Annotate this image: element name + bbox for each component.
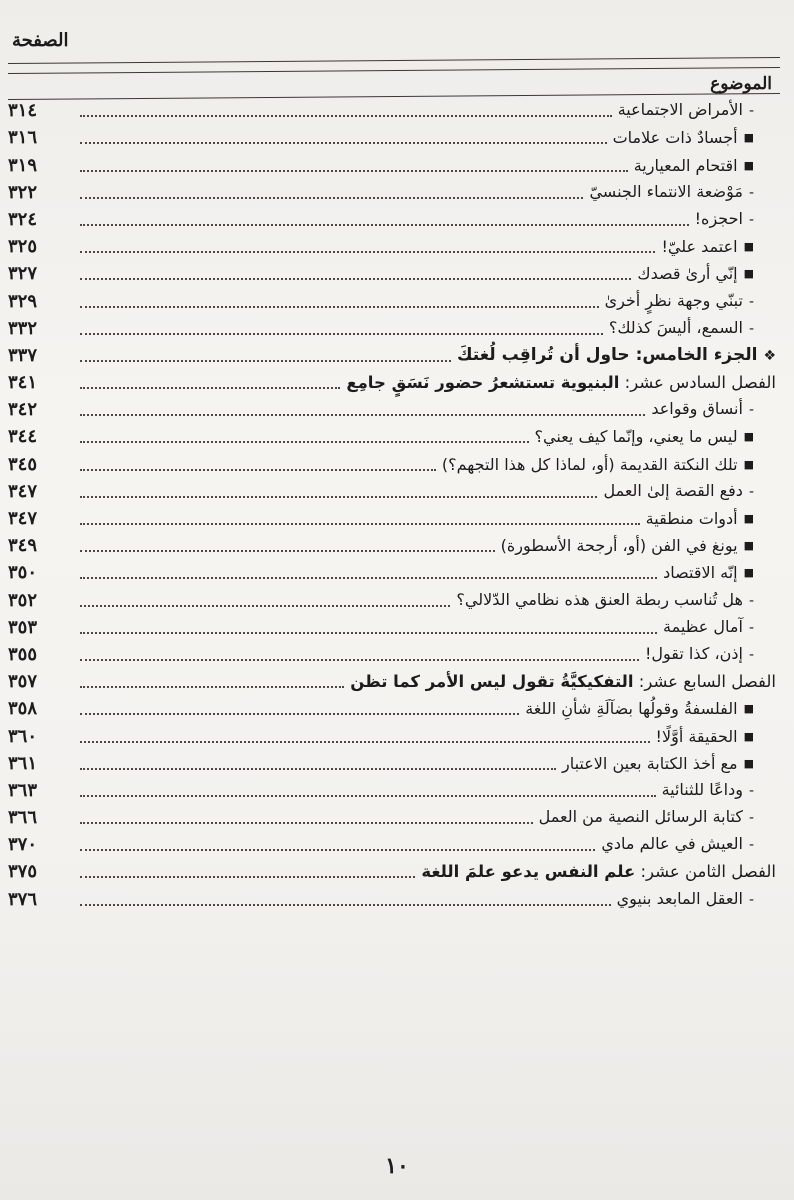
toc-page-number: ٣٧٠: [8, 834, 38, 856]
toc-page-number: ٣٢٧: [8, 263, 38, 285]
toc-page-number: ٣٢٥: [8, 236, 38, 258]
toc-entry-title: [613, 128, 754, 150]
toc-page-number: ٣٥٣: [8, 616, 38, 638]
toc-page-number: ٣٤١: [8, 372, 38, 394]
dot-leader: [80, 414, 645, 416]
dot-leader: [80, 360, 451, 362]
header-rule-second: [8, 67, 780, 74]
dot-leader: [80, 224, 689, 226]
dot-leader: [80, 170, 628, 172]
dot-leader: [80, 904, 611, 906]
dot-leader: [80, 849, 595, 851]
toc-entry-text: اعتمد عليّ!: [661, 237, 738, 257]
toc-page-number: ٣١٩: [8, 154, 38, 176]
square-bullet-icon: ■: [743, 131, 754, 145]
toc-page-number: ٣٦٦: [8, 807, 38, 829]
toc-entry-text: السمع، أليسَ كذلك؟: [608, 317, 743, 337]
toc-entry-row: [0, 504, 794, 531]
dot-leader: [80, 822, 533, 824]
toc-part-row: [0, 341, 794, 368]
toc-entry-row: [0, 449, 794, 476]
diamond-bullet-icon: ❖: [763, 347, 776, 364]
dash-marker: -: [748, 293, 754, 310]
toc-entry-title: [609, 318, 754, 341]
toc-page-number: ٣٦١: [8, 752, 38, 774]
toc-entry-row: [0, 776, 794, 803]
dot-leader: [80, 605, 450, 607]
toc-page-number: ٣٥٥: [8, 643, 38, 665]
toc-entry-text: احجزه!: [694, 208, 743, 228]
toc-entry-row: [0, 205, 794, 232]
dot-leader: [80, 523, 640, 525]
dash-marker: -: [748, 211, 754, 228]
toc-page-number: ٣٥٠: [8, 562, 38, 584]
toc-entry-row: [0, 749, 794, 776]
dot-leader: [80, 632, 657, 634]
dot-leader: [80, 387, 340, 389]
toc-page-number: ٣٤٧: [8, 508, 38, 529]
toc-page-number: ٣١٤: [8, 100, 38, 122]
toc-entry-row: [0, 286, 794, 313]
toc-entry-row: [0, 585, 794, 612]
toc-entry-title: [661, 237, 754, 259]
toc-entry-text: آمال عظيمة: [663, 616, 743, 636]
dash-marker: -: [748, 483, 754, 500]
toc-entry-row: [0, 694, 794, 721]
dot-leader: [80, 795, 656, 797]
toc-entry-title: [350, 672, 776, 694]
dot-leader: [80, 142, 607, 144]
toc-page-number: ٣٤٢: [8, 399, 38, 421]
toc-entry-text: الفلسفةُ وقولُها بضآلَةِ شأنِ اللغة: [525, 699, 738, 719]
toc-entry-text: يونغ في الفن (أو، أرجحة الأسطورة): [500, 536, 738, 556]
dash-marker: -: [748, 402, 754, 419]
toc-entry-title: [442, 455, 754, 477]
toc-entry-text: ليس ما يعني، وإنّما كيف يعني؟: [534, 427, 738, 447]
toc-page-number: ٣٦٠: [8, 725, 38, 747]
toc-entry-row: [0, 178, 794, 205]
toc-entry-title: [501, 536, 754, 558]
toc-entry-text: تلك النكتة القديمة (أو، لماذا كل هذا التجهم؟): [441, 454, 738, 474]
toc-entry-prefix: الفصل الثامن عشر:: [640, 862, 776, 882]
toc-entry-prefix: الجزء الخامس:: [635, 344, 758, 365]
square-bullet-icon: ■: [743, 512, 754, 525]
toc-entry-row: [0, 613, 794, 640]
dash-marker: -: [748, 320, 754, 337]
square-bullet-icon: ■: [743, 756, 754, 770]
dot-leader: [80, 278, 631, 280]
toc-entry-row: [0, 395, 794, 422]
toc-entry-title: [603, 481, 754, 504]
toc-entry-text: أدوات منطقية: [645, 509, 738, 528]
toc-entry-text: العقل المابعد بنيوي: [616, 888, 743, 908]
dot-leader: [80, 197, 583, 199]
dot-leader: [80, 577, 657, 579]
toc-entry-title: [346, 373, 776, 395]
toc-entry-title: [562, 754, 754, 776]
toc-page-number: ٣٧٦: [8, 888, 38, 910]
toc-entry-row: [0, 259, 794, 286]
toc-page-number: ٣٥٢: [8, 589, 38, 611]
toc-entry-text: الأمراض الاجتماعية: [617, 100, 743, 120]
toc-entry-text: العيش في عالم مادي: [601, 834, 743, 854]
toc-entry-prefix: الفصل السادس عشر:: [624, 373, 776, 393]
dot-leader: [80, 659, 639, 661]
toc-entry-row: [0, 803, 794, 830]
toc-entry-title: [456, 590, 754, 613]
toc-entry-row: [0, 531, 794, 558]
page-number: ١٠: [385, 1153, 409, 1179]
toc-page-number: ٣٤٥: [8, 453, 38, 475]
topic-column-label: الموضوع: [710, 74, 772, 94]
toc-page-number: ٣٤٧: [8, 480, 38, 502]
dash-marker: -: [748, 891, 754, 908]
toc-entry-row: [0, 721, 794, 748]
toc-entry-title: [421, 862, 776, 884]
toc-entry-row: [0, 96, 794, 123]
toc-entry-row: [0, 232, 794, 259]
toc-entry-text: دفع القصة إلىٰ العمل: [603, 480, 743, 500]
dot-leader: [80, 441, 529, 443]
toc-entry-text: الحقيقة أوَّلًا!: [655, 726, 738, 746]
toc-entry-title: [656, 727, 754, 749]
toc-entry-row: [0, 314, 794, 341]
toc-page-number: ٣٢٢: [8, 181, 38, 203]
toc-entry-title: [589, 182, 754, 205]
toc-entry-title: [525, 699, 754, 721]
toc-entry-text: حاول أن تُراقِب لُغتكَ: [456, 344, 630, 365]
toc-chapter-row: [0, 368, 794, 395]
toc-page-number: ٣٥٨: [8, 698, 38, 720]
toc-page-number: ٣٢٤: [8, 208, 38, 230]
square-bullet-icon: ■: [743, 457, 754, 471]
dash-marker: -: [748, 592, 754, 609]
toc-entry-title: [539, 807, 754, 830]
table-of-contents: [0, 96, 794, 912]
square-bullet-icon: ■: [743, 539, 754, 553]
toc-page-number: ٣١٦: [8, 127, 38, 149]
toc-entry-text: مَوْضعة الانتماء الجنسيّ: [589, 181, 743, 201]
toc-entry-title: [695, 209, 754, 232]
square-bullet-icon: ■: [743, 158, 754, 172]
toc-entry-text: تبنّي وجهة نظرٍ أخرىٰ: [604, 290, 743, 310]
toc-entry-title: [645, 644, 754, 667]
dash-marker: -: [748, 619, 754, 636]
toc-page-number: ٣٥٧: [8, 671, 38, 693]
toc-entry-text: اقتحام المعيارية: [633, 155, 738, 175]
square-bullet-icon: ■: [743, 729, 754, 743]
toc-entry-title: [617, 889, 754, 912]
dot-leader: [80, 876, 415, 878]
dash-marker: -: [748, 782, 754, 799]
toc-page-number: ٣٦٣: [8, 779, 38, 801]
dash-marker: -: [748, 837, 754, 854]
toc-chapter-row: [0, 667, 794, 694]
toc-entry-text: إنّه الاقتصاد: [663, 563, 738, 583]
dot-leader: [80, 550, 495, 552]
toc-entry-title: [535, 427, 754, 449]
toc-entry-title: [634, 156, 754, 178]
toc-entry-text: التفكيكيَّةُ تقول ليس الأمر كما تظن: [350, 672, 634, 692]
toc-page-number: ٣٣٢: [8, 317, 38, 339]
toc-entry-row: [0, 422, 794, 449]
dot-leader: [80, 115, 612, 117]
toc-entry-title: [663, 617, 754, 640]
dot-leader: [80, 686, 344, 688]
dot-leader: [80, 713, 519, 715]
toc-entry-prefix: الفصل السابع عشر:: [638, 672, 776, 692]
toc-entry-title: [663, 563, 754, 585]
toc-entry-text: هل تُناسب ربطة العنق هذه نظامي الدّلالي؟: [456, 589, 743, 609]
dash-marker: -: [748, 810, 754, 827]
toc-entry-title: [457, 345, 776, 368]
dot-leader: [80, 333, 603, 335]
dash-marker: -: [748, 184, 754, 201]
dot-leader: [80, 768, 556, 770]
toc-entry-text: البنيوية تستشعرُ حضور نَسَقٍ جامِع: [346, 373, 620, 393]
toc-entry-text: أجسادٌ ذات علامات: [612, 128, 738, 148]
toc-page-number: ٣٤٤: [8, 426, 38, 448]
square-bullet-icon: ■: [743, 702, 754, 716]
toc-entry-title: [601, 834, 754, 857]
square-bullet-icon: ■: [743, 566, 754, 580]
dash-marker: -: [748, 646, 754, 663]
toc-entry-row: [0, 150, 794, 177]
toc-entry-row: [0, 830, 794, 857]
toc-entry-title: [618, 100, 754, 123]
toc-page-number: ٣٣٧: [8, 344, 38, 366]
dot-leader: [80, 741, 650, 743]
toc-page-number: ٣٧٥: [8, 861, 38, 883]
dot-leader: [80, 251, 655, 253]
toc-entry-row: [0, 884, 794, 911]
toc-entry-title: [651, 399, 754, 422]
page-column-label: الصفحة: [12, 30, 69, 51]
header-rule-top: [8, 57, 780, 64]
dot-leader: [80, 496, 597, 498]
toc-entry-text: كتابة الرسائل النصية من العمل: [538, 807, 743, 827]
toc-entry-text: إذن، كذا تقول!: [644, 643, 743, 663]
toc-entry-text: أنساق وقواعد: [651, 399, 743, 419]
toc-entry-row: [0, 477, 794, 504]
toc-entry-text: وداعًا للثنائية: [661, 779, 743, 799]
toc-entry-row: [0, 640, 794, 667]
dot-leader: [80, 306, 599, 308]
toc-entry-title: [662, 780, 754, 803]
toc-entry-text: مع أخذ الكتابة بعين الاعتبار: [561, 753, 738, 773]
toc-entry-row: [0, 558, 794, 585]
dash-marker: -: [748, 103, 754, 120]
toc-chapter-row: [0, 857, 794, 884]
square-bullet-icon: ■: [743, 240, 754, 254]
toc-entry-title: [605, 291, 754, 314]
toc-entry-text: إنّي أرىٰ قصدك: [637, 264, 738, 284]
square-bullet-icon: ■: [743, 267, 754, 281]
toc-entry-title: [637, 264, 754, 286]
toc-page-number: ٣٤٩: [8, 535, 38, 557]
square-bullet-icon: ■: [743, 430, 754, 444]
dot-leader: [80, 469, 436, 471]
toc-page-number: ٣٢٩: [8, 290, 38, 312]
toc-entry-title: [646, 509, 754, 531]
toc-entry-row: [0, 123, 794, 150]
toc-entry-text: علم النفس يدعو علمَ اللغة: [421, 862, 636, 882]
